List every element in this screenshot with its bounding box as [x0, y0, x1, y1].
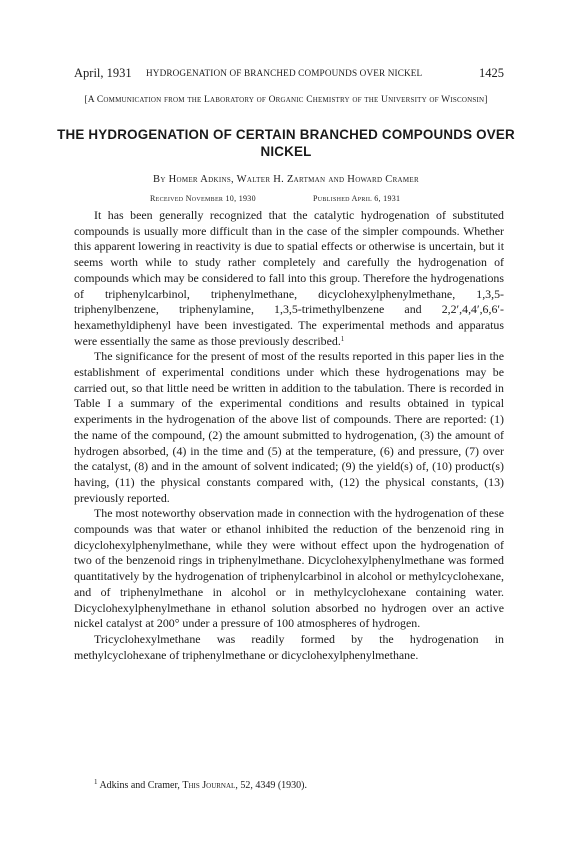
running-head: [74, 66, 504, 84]
footnote-source: This Journal,: [182, 780, 238, 791]
page-number: 1425: [479, 66, 504, 80]
article-body: [74, 208, 504, 663]
issue-date: April, 1931: [74, 66, 132, 80]
paragraph: It has been generally recognized that the catalytic hydrogenation of substituted compounds is usually more difficult than in the case of the simpler compounds. Whether this apparent lowering in reactivity is due to spatial effects or otherwise is uncertain, but it seems worth while to study rather completely and carefully the hydrogenation of compounds which may be considered to fall into this group. Therefore the hydrogenations of triphenylcarbinol, triphenylmethane, dicyclohexylphenylmethane, 1,3,5-triphenylbenzene, triphenylamine, 1,3,5-trimethylbenzene and 2,2′,4,4′,6,6′-hexamethyldiphenyl have been investigated. The experimental methods and apparatus were essentially the same as those previously described.$^1$: [74, 208, 504, 348]
paragraph: The most noteworthy observation made in connection with the hydrogenation of these compounds was that water or ethanol inhibited the reduction of the benzenoid ring in dicyclohexylphenylmethane, while they were without effect upon the hydrogenation of two of the benzenoid rings in triphenylmethane. Dicyclohexylphenylmethane was formed quantitatively by the hydrogenation of triphenylcarbinol in alcohol or methylcyclohexane, and of triphenylmethane in alcohol or in methylcyclohexane containing water. Dicyclohexylphenylmethane in ethanol solution absorbed no hydrogen over an active nickel catalyst at 200° under a pressure of 100 atmospheres of hydrogen.: [74, 506, 504, 631]
footnote-authors: Adkins and Cramer,: [99, 780, 180, 791]
article-title: THE HYDROGENATION OF CERTAIN BRANCHED COMPOUNDS OVER NICKEL: [57, 127, 515, 159]
footnote: [94, 780, 504, 791]
running-title: HYDROGENATION OF BRANCHED COMPOUNDS OVER NICKEL: [146, 68, 423, 78]
published-date: Published April 6, 1931: [313, 194, 401, 203]
paragraph: Tricyclohexylmethane was readily formed by the hydrogenation in methylcyclohexane of triphenylmethane or dicyclohexylphenylmethane.: [74, 631, 504, 662]
footnote-reference: 1: [340, 334, 345, 343]
footnote-citation: 52, 4349 (1930).: [240, 780, 307, 791]
received-date: Received November 10, 1930: [150, 194, 256, 203]
footnote-marker: 1: [94, 778, 98, 786]
authors-line: By Homer Adkins, Walter H. Zartman and Howard Cramer: [153, 174, 419, 185]
dates-line: [40, 194, 532, 206]
paragraph: The significance for the present of most of the results reported in this paper lies in the establishment of experimental conditions under which these hydrogenations may be carried out, so that little need be written in addition to the tabulation. There is recorded in Table I a summary of the experimental conditions and results obtained in typical experiments in the hydrogenation of the above list of compounds. There are reported: (1) the name of the compound, (2) the amount submitted to hydrogenation, (3) the amount of hydrogen absorbed, (4) in the time and (5) at the temperature, (6) and pressure, (7) over the catalyst, (8) and in the amount of solvent indicated; (9) the yield(s) of, (10) product(s) having, (11) the physical constants compared with, (12) the physical constants, (13) previously reported.: [74, 349, 504, 505]
affiliation: [A Communication from the Laboratory of Organic Chemistry of the University of Wisconsin]: [84, 95, 488, 105]
